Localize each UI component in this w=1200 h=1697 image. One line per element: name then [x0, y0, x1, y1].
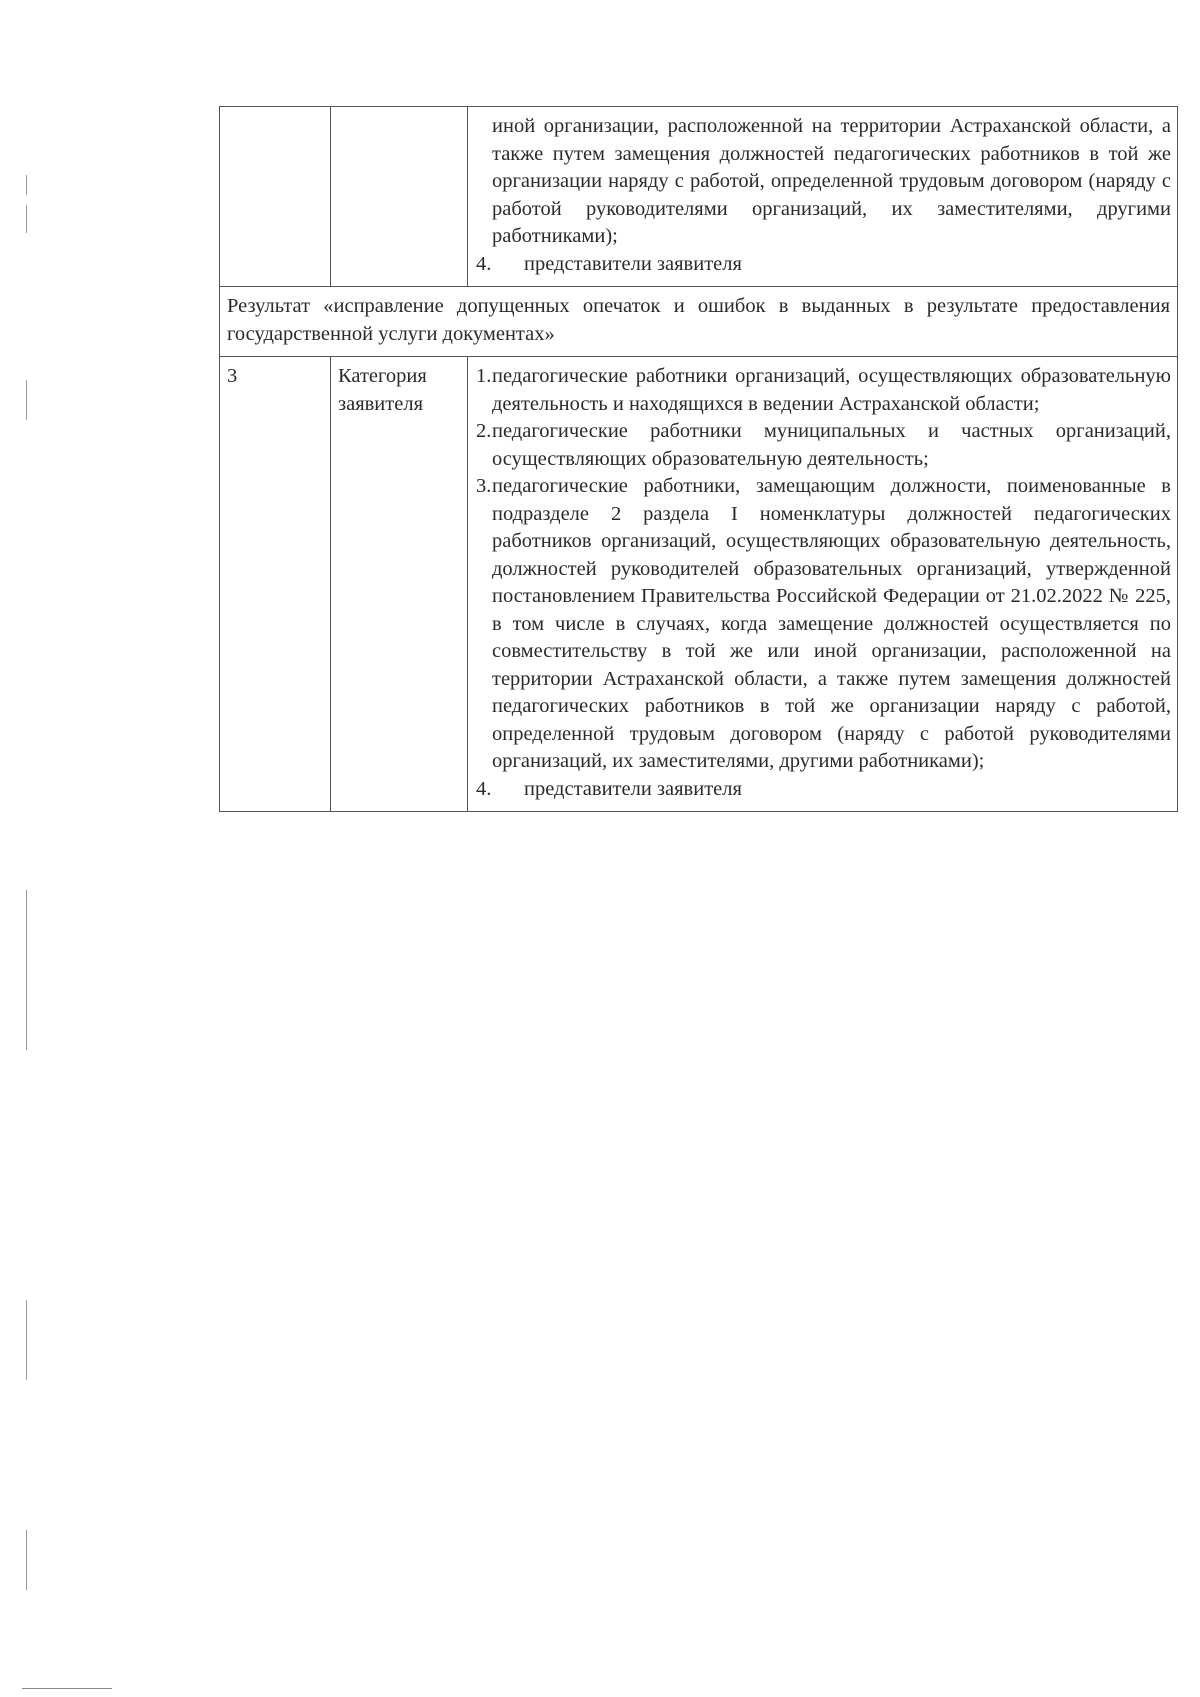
item-number: 3. [476, 475, 492, 497]
list-item [476, 776, 1171, 804]
category-cell [331, 107, 468, 287]
table-row [220, 357, 1178, 812]
applicant-category-table [219, 106, 1178, 812]
result-heading: Результат «исправление допущенных опечаток и ошибок в выданных в результате предоставления государственной услуги документах» [220, 287, 1178, 357]
scan-artifact [26, 175, 27, 195]
item-number: 1. [476, 365, 492, 387]
row-number-cell [220, 107, 331, 287]
scan-artifact [22, 1688, 112, 1689]
scan-artifact [26, 205, 27, 233]
table-row [220, 287, 1178, 357]
item-number: 4. [476, 252, 492, 275]
item-text: педагогические работники, замещающим должности, поименованные в подразделе 2 раздела I номенклатуры должностей педагогических работников организаций, осуществляющих образовательную деятельность, должностей руководителей образовательных организаций, утвержденной постановлением Правительства Российской Федерации от 21.02.2022 № 225, в том числе в случаях, когда замещение должностей осуществляется по совместительству в той же или иной организации, расположенной на территории Астраханской области, а также путем замещения должностей педагогических работников в той же организации наряду с работой, определенной трудовым договором (наряду с работой руководителями организаций, их заместителями, другими работниками); [492, 475, 1171, 772]
item-text: представители заявителя [524, 252, 742, 275]
scan-artifact [26, 1530, 27, 1590]
item-text: иной организации, расположенной на территории Астраханской области, а также путем замещения должностей педагогических работников в той же организации наряду с работой, определенной трудовым договором (наряду с работой руководителями организаций, их заместителями, другими работниками); [492, 115, 1171, 247]
scan-artifact [26, 380, 27, 420]
item-text: педагогические работники муниципальных и частных организаций, осуществляющих образовательную деятельность; [492, 420, 1171, 470]
list-item [476, 363, 1171, 418]
item-number: 2. [476, 420, 492, 442]
list-item [476, 473, 1171, 776]
item-text: представители заявителя [524, 777, 742, 800]
list-item [476, 113, 1171, 251]
content-cell [468, 107, 1178, 287]
scan-artifact [26, 890, 27, 1050]
list-item [476, 251, 1171, 279]
row-number-cell: 3 [220, 357, 331, 812]
list-item [476, 418, 1171, 473]
item-text: педагогические работники организаций, осуществляющих образовательную деятельность и находящихся в ведении Астраханской области; [492, 365, 1171, 415]
category-cell: Категория заявителя [331, 357, 468, 812]
scan-artifact [26, 1300, 27, 1380]
item-number: 4. [476, 777, 492, 800]
table-row [220, 107, 1178, 287]
content-cell [468, 357, 1178, 812]
